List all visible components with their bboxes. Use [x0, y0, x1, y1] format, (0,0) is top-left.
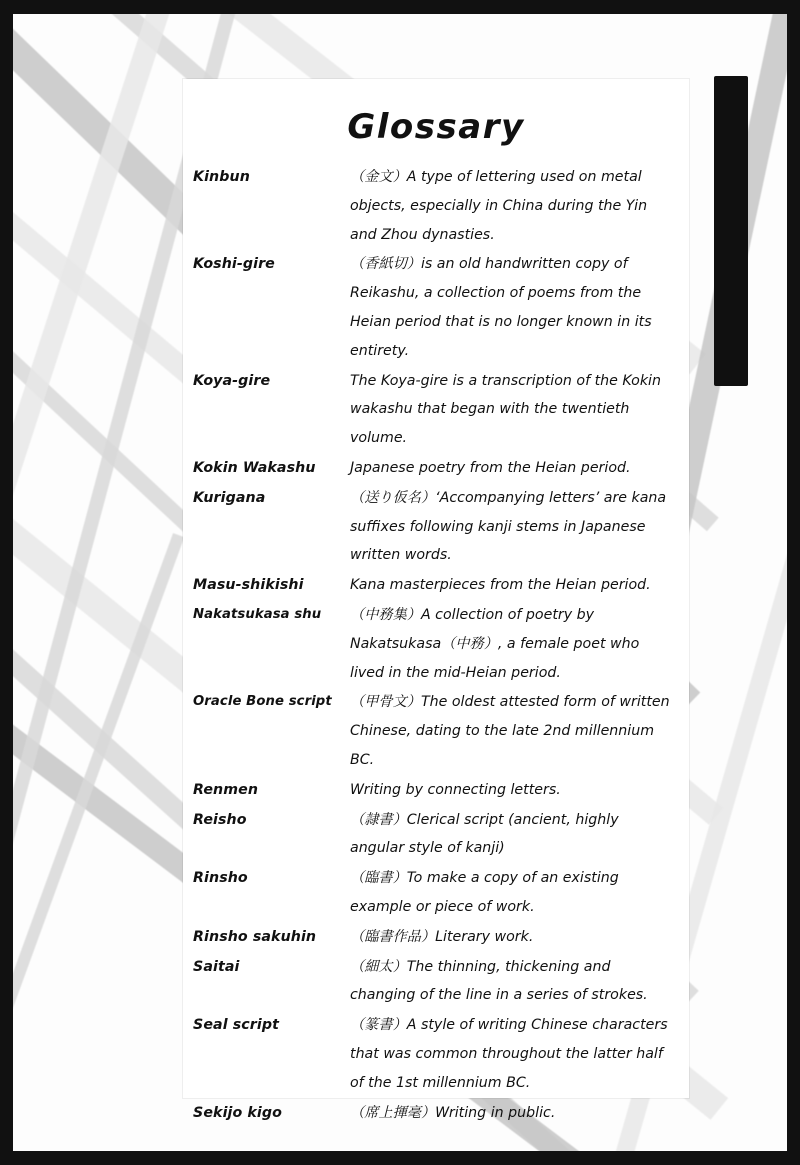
glossary-definition: （篆書）A style of writing Chinese characters that was common throughout the latter half of the 1st millennium BC. — [350, 1017, 668, 1091]
glossary-list — [183, 163, 689, 1127]
glossary-definition: （送り仮名）‘Accompanying letters’ are kana suffixes following kanji stems in Japanese written words. — [350, 489, 667, 564]
glossary-definition: （中務集）A collection of poetry by Nakatsukasa（中務）, a female poet who lived in the mid-Heian period. — [350, 606, 640, 681]
glossary-term: Koshi-gire — [193, 256, 275, 273]
glossary-entry — [193, 601, 675, 687]
glossary-term: Nakatsukasa shu — [193, 606, 322, 622]
glossary-definition: Japanese poetry from the Heian period. — [350, 459, 631, 476]
glossary-term: Kinbun — [193, 169, 250, 185]
glossary-entry — [193, 688, 675, 774]
glossary-entry — [193, 250, 675, 365]
glossary-term: Oracle Bone script — [193, 694, 332, 710]
glossary-term: Seal script — [193, 1017, 279, 1034]
glossary-term: Kurigana — [193, 489, 266, 506]
glossary-entry — [193, 953, 675, 1011]
glossary-definition: （臨書）To make a copy of an existing example or piece of work. — [350, 870, 619, 915]
glossary-definition: （臨書作品）Literary work. — [350, 928, 534, 945]
glossary-term: Sekijo kigo — [193, 1104, 282, 1121]
glossary-entry — [193, 484, 675, 570]
glossary-entry — [193, 367, 675, 453]
glossary-entry — [193, 454, 675, 483]
glossary-term: Masu-shikishi — [193, 577, 304, 594]
glossary-term: Kokin Wakashu — [193, 459, 316, 476]
glossary-definition: （甲骨文）The oldest attested form of written Chinese, dating to the late 2nd millennium BC. — [350, 694, 670, 768]
glossary-term: Saitai — [193, 958, 240, 975]
glossary-definition: （金文）A type of lettering used on metal objects, especially in China during the Yin and Zhou dynasties. — [350, 169, 648, 243]
glossary-entry — [193, 163, 675, 249]
glossary-term: Rinsho sakuhin — [193, 928, 317, 945]
glossary-entry — [193, 923, 675, 952]
glossary-term: Reisho — [193, 811, 247, 828]
glossary-entry — [193, 571, 675, 600]
glossary-term: Renmen — [193, 781, 259, 798]
glossary-definition: Writing by connecting letters. — [350, 781, 561, 798]
glossary-term: Rinsho — [193, 870, 248, 887]
glossary-entry — [193, 806, 675, 864]
glossary-entry — [193, 1099, 675, 1128]
decorative-black-bar — [714, 76, 748, 386]
glossary-definition: The Koya-gire is a transcription of the Kokin wakashu that began with the twentieth volume. — [350, 372, 661, 447]
glossary-term: Koya-gire — [193, 372, 271, 389]
glossary-definition: （香紙切）is an old handwritten copy of Reikashu, a collection of poems from the Heian period that is no longer known in its entirety. — [350, 256, 652, 359]
glossary-definition: （細太）The thinning, thickening and changing of the line in a series of strokes. — [350, 958, 648, 1004]
glossary-entry — [193, 864, 675, 922]
glossary-card — [183, 79, 689, 1121]
glossary-entry — [193, 1011, 675, 1097]
glossary-definition: （隷書）Clerical script (ancient, highly angular style of kanji) — [350, 811, 619, 857]
glossary-definition: Kana masterpieces from the Heian period. — [350, 577, 651, 594]
glossary-definition: （席上揮毫）Writing in public. — [350, 1104, 556, 1121]
page-title: Glossary — [347, 107, 525, 147]
glossary-entry — [193, 776, 675, 805]
